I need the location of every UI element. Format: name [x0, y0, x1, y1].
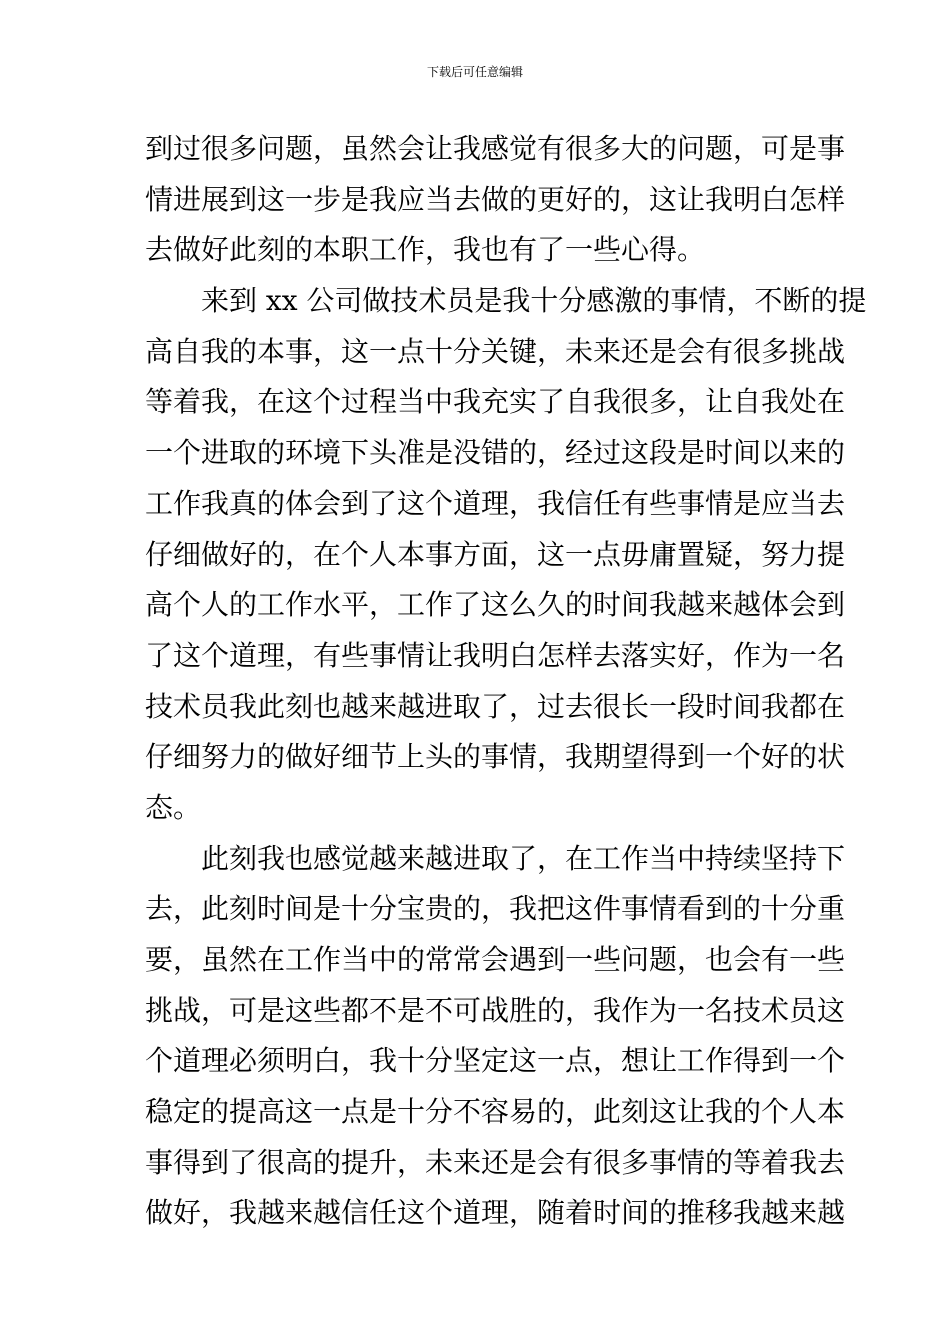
text-line: 事得到了很高的提升，未来还是会有很多事情的等着我去 — [145, 1145, 846, 1179]
text-line: 一个进取的环境下头准是没错的，经过这段是时间以来的 — [145, 436, 846, 470]
text-line: 做好，我越来越信任这个道理，随着时间的推移我越来越 — [145, 1196, 846, 1230]
text-line: 态。 — [145, 790, 202, 824]
text-line: 情进展到这一步是我应当去做的更好的，这让我明白怎样 — [145, 182, 846, 216]
text-line: 稳定的提高这一点是十分不容易的，此刻这让我的个人本 — [145, 1095, 846, 1129]
text-line: 要，虽然在工作当中的常常会遇到一些问题，也会有一些 — [145, 943, 846, 976]
text-line: 等着我，在这个过程当中我充实了自我很多，让自我处在 — [145, 385, 846, 419]
text-line: 到过很多问题，虽然会让我感觉有很多大的问题，可是事 — [145, 132, 846, 165]
text-line: 个道理必须明白，我十分坚定这一点，想让工作得到一个 — [145, 1044, 846, 1078]
text-line: 去，此刻时间是十分宝贵的，我把这件事情看到的十分重 — [145, 892, 846, 926]
text-line: 仔细努力的做好细节上头的事情，我期望得到一个好的状 — [145, 740, 846, 774]
paragraph — [145, 124, 846, 276]
text-line: 高个人的工作水平，工作了这么久的时间我越来越体会到 — [145, 588, 846, 622]
page-header: 下载后可任意编辑 — [426, 65, 523, 79]
paragraph — [145, 834, 846, 1240]
text-line: 工作我真的体会到了这个道理，我信任有些事情是应当去 — [145, 486, 846, 520]
text-line: 高自我的本事，这一点十分关键，未来还是会有很多挑战 — [145, 334, 846, 368]
text-line: 来到 xx 公司做技术员是我十分感激的事情，不断的提 — [201, 284, 867, 318]
text-line: 此刻我也感觉越来越进取了，在工作当中持续坚持下 — [201, 841, 846, 875]
paragraph — [145, 276, 867, 834]
text-line: 仔细做好的，在个人本事方面，这一点毋庸置疑，努力提 — [145, 537, 846, 571]
text-line: 了这个道理，有些事情让我明白怎样去落实好，作为一名 — [145, 638, 846, 672]
text-line: 技术员我此刻也越来越进取了，过去很长一段时间我都在 — [145, 689, 846, 723]
text-line: 去做好此刻的本职工作，我也有了一些心得。 — [145, 233, 706, 267]
text-line: 挑战，可是这些都不是不可战胜的，我作为一名技术员这 — [145, 993, 846, 1027]
document-body — [145, 124, 867, 1239]
